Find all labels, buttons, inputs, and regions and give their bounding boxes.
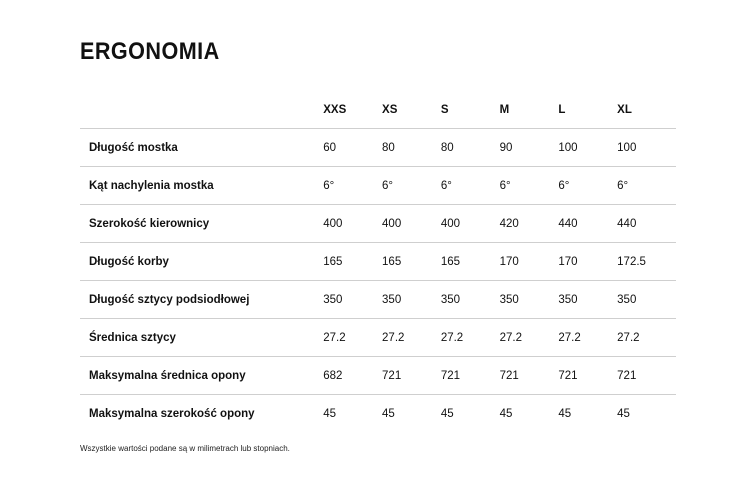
table-row: [80, 395, 676, 433]
table-cell: 440: [558, 205, 617, 243]
table-cell: 45: [382, 407, 395, 420]
row-label: Maksymalna szerokość opony: [89, 407, 255, 420]
table-cell: 420: [500, 205, 559, 243]
table-cell: 400: [441, 205, 500, 243]
table-cell: 350: [617, 281, 676, 319]
table-cell: 170: [558, 243, 617, 281]
header-cell-size: M: [500, 91, 559, 129]
table-cell: 60: [323, 129, 382, 167]
table-row: [80, 319, 676, 357]
table-cell: 165: [323, 243, 382, 281]
table-cell: 172.5: [617, 243, 676, 281]
table-cell: 350: [558, 281, 617, 319]
table-cell: 721: [441, 357, 500, 395]
table-cell: 165: [441, 243, 500, 281]
header-cell-size: XS: [382, 91, 441, 129]
table-row: [80, 129, 676, 167]
header-cell-empty: [80, 91, 323, 129]
table-cell: 100: [558, 129, 617, 167]
table-cell: 45: [499, 407, 513, 420]
table-row: [80, 205, 676, 243]
table-cell: 80: [382, 129, 441, 167]
table-cell: 440: [617, 205, 676, 243]
table-cell: 45: [440, 407, 454, 420]
table-cell: 721: [382, 357, 441, 395]
header-cell-size: L: [558, 91, 617, 129]
table-cell: 400: [382, 205, 441, 243]
table-cell: 6°: [323, 167, 382, 205]
table-cell: 45: [617, 407, 630, 420]
table-row: [80, 357, 676, 395]
row-label: Długość sztycy podsiodłowej: [80, 281, 323, 319]
table-cell: 721: [500, 357, 559, 395]
table-cell: 80: [441, 129, 500, 167]
table-cell: 165: [382, 243, 441, 281]
table-row: [80, 243, 676, 281]
table-cell: 350: [323, 281, 382, 319]
table-cell: 6°: [441, 167, 500, 205]
table-cell: 27.2: [500, 319, 559, 357]
table-cell: 6°: [558, 167, 617, 205]
table-row: [80, 281, 676, 319]
row-label: Średnica sztycy: [80, 319, 323, 357]
table-cell: 45: [558, 407, 572, 420]
table-cell: 350: [441, 281, 500, 319]
table-cell: 682: [323, 357, 382, 395]
table-cell: 400: [323, 205, 382, 243]
table-cell: 6°: [500, 167, 559, 205]
header-cell-size: XL: [617, 91, 676, 129]
section-title: ERGONOMIA: [80, 38, 220, 65]
table-cell: 721: [617, 357, 676, 395]
units-footnote: Wszystkie wartości podane są w milimetrach lub stopniach.: [80, 444, 290, 453]
table-header-row: [80, 91, 676, 129]
table-cell: 100: [617, 129, 676, 167]
row-label: Długość mostka: [80, 129, 323, 167]
table-row: [80, 167, 676, 205]
table-cell: 350: [500, 281, 559, 319]
row-label: Długość korby: [80, 243, 323, 281]
table-cell: 27.2: [558, 319, 617, 357]
ergonomics-table: [80, 91, 676, 432]
table-cell: 6°: [382, 167, 441, 205]
table-cell: 27.2: [323, 319, 382, 357]
table-cell: 721: [558, 357, 617, 395]
row-label: Maksymalna średnica opony: [80, 357, 323, 395]
row-label: Kąt nachylenia mostka: [80, 167, 323, 205]
table-cell: 27.2: [441, 319, 500, 357]
table-cell: 350: [382, 281, 441, 319]
header-cell-size: S: [441, 91, 500, 129]
table-cell: 27.2: [382, 319, 441, 357]
table-cell: 27.2: [617, 319, 676, 357]
table-cell: 90: [500, 129, 559, 167]
table-cell: 170: [500, 243, 559, 281]
table-cell: 6°: [617, 167, 676, 205]
header-cell-size: XXS: [323, 91, 382, 129]
row-label: Szerokość kierownicy: [80, 205, 323, 243]
table-cell: 45: [323, 407, 337, 420]
